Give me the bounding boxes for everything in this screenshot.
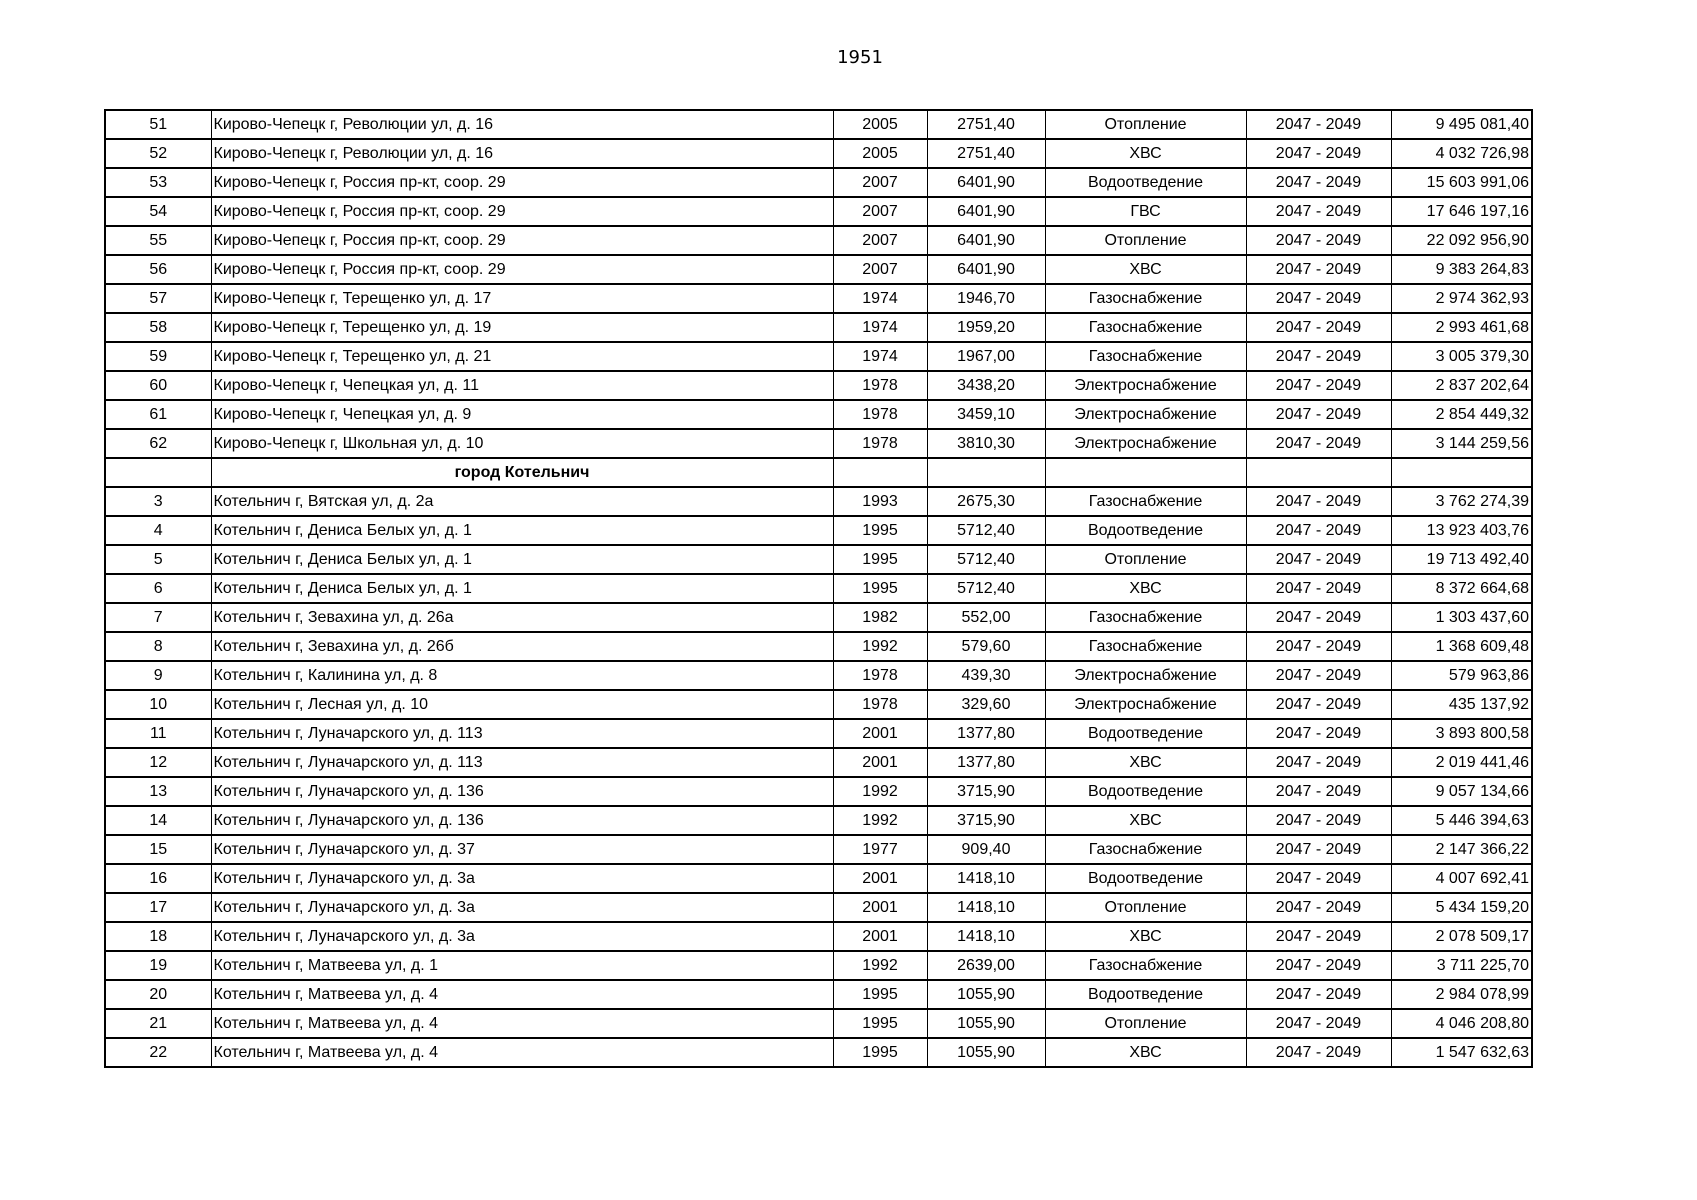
cost-cell: 8 372 664,68 [1391, 574, 1532, 603]
address-cell: Котельнич г, Луначарского ул, д. 113 [211, 719, 833, 748]
year-cell: 2005 [833, 110, 927, 139]
table-row [105, 1038, 1532, 1067]
address-cell: Котельнич г, Вятская ул, д. 2а [211, 487, 833, 516]
period-cell: 2047 - 2049 [1246, 110, 1391, 139]
area-cell: 1055,90 [927, 1009, 1045, 1038]
area-cell: 3715,90 [927, 777, 1045, 806]
row-number-cell: 53 [105, 168, 211, 197]
service-cell: ХВС [1045, 922, 1246, 951]
service-cell: Водоотведение [1045, 980, 1246, 1009]
empty-cell [927, 458, 1045, 487]
year-cell: 1995 [833, 574, 927, 603]
year-cell: 1993 [833, 487, 927, 516]
period-cell: 2047 - 2049 [1246, 400, 1391, 429]
address-cell: Кирово-Чепецк г, Революции ул, д. 16 [211, 139, 833, 168]
address-cell: Котельнич г, Матвеева ул, д. 4 [211, 1038, 833, 1067]
service-cell: Водоотведение [1045, 864, 1246, 893]
service-cell: ХВС [1045, 574, 1246, 603]
table-row [105, 371, 1532, 400]
year-cell: 2001 [833, 719, 927, 748]
year-cell: 1978 [833, 400, 927, 429]
service-cell: Газоснабжение [1045, 835, 1246, 864]
year-cell: 1995 [833, 1009, 927, 1038]
row-number-cell: 62 [105, 429, 211, 458]
area-cell: 579,60 [927, 632, 1045, 661]
table-row [105, 487, 1532, 516]
period-cell: 2047 - 2049 [1246, 719, 1391, 748]
address-cell: Котельнич г, Лесная ул, д. 10 [211, 690, 833, 719]
row-number-cell: 18 [105, 922, 211, 951]
service-cell: Водоотведение [1045, 516, 1246, 545]
address-cell: Котельнич г, Калинина ул, д. 8 [211, 661, 833, 690]
row-number-cell: 55 [105, 226, 211, 255]
row-number-cell: 15 [105, 835, 211, 864]
row-number-cell: 58 [105, 313, 211, 342]
address-cell: Котельнич г, Луначарского ул, д. 136 [211, 806, 833, 835]
area-cell: 1959,20 [927, 313, 1045, 342]
table-row [105, 226, 1532, 255]
table-row [105, 603, 1532, 632]
table-row [105, 980, 1532, 1009]
table-row [105, 893, 1532, 922]
table-row [105, 574, 1532, 603]
row-number-cell: 51 [105, 110, 211, 139]
service-cell: Электроснабжение [1045, 400, 1246, 429]
service-cell: Электроснабжение [1045, 661, 1246, 690]
service-cell: Электроснабжение [1045, 429, 1246, 458]
period-cell: 2047 - 2049 [1246, 748, 1391, 777]
address-cell: Кирово-Чепецк г, Россия пр-кт, соор. 29 [211, 255, 833, 284]
empty-cell [105, 458, 211, 487]
service-cell: ХВС [1045, 139, 1246, 168]
service-cell: Газоснабжение [1045, 284, 1246, 313]
period-cell: 2047 - 2049 [1246, 922, 1391, 951]
cost-cell: 2 974 362,93 [1391, 284, 1532, 313]
row-number-cell: 16 [105, 864, 211, 893]
table-row [105, 951, 1532, 980]
cost-cell: 2 078 509,17 [1391, 922, 1532, 951]
cost-cell: 2 984 078,99 [1391, 980, 1532, 1009]
address-cell: Котельнич г, Дениса Белых ул, д. 1 [211, 574, 833, 603]
cost-cell: 2 993 461,68 [1391, 313, 1532, 342]
area-cell: 552,00 [927, 603, 1045, 632]
area-cell: 6401,90 [927, 197, 1045, 226]
period-cell: 2047 - 2049 [1246, 284, 1391, 313]
period-cell: 2047 - 2049 [1246, 574, 1391, 603]
empty-cell [1045, 458, 1246, 487]
address-cell: Кирово-Чепецк г, Революции ул, д. 16 [211, 110, 833, 139]
cost-cell: 2 147 366,22 [1391, 835, 1532, 864]
year-cell: 1982 [833, 603, 927, 632]
row-number-cell: 22 [105, 1038, 211, 1067]
period-cell: 2047 - 2049 [1246, 951, 1391, 980]
address-cell: Кирово-Чепецк г, Чепецкая ул, д. 9 [211, 400, 833, 429]
service-cell: Отопление [1045, 1009, 1246, 1038]
service-cell: ХВС [1045, 255, 1246, 284]
register-table [104, 109, 1533, 1068]
period-cell: 2047 - 2049 [1246, 429, 1391, 458]
table-row [105, 429, 1532, 458]
address-cell: Котельнич г, Матвеева ул, д. 4 [211, 1009, 833, 1038]
table-row [105, 110, 1532, 139]
service-cell: ХВС [1045, 1038, 1246, 1067]
period-cell: 2047 - 2049 [1246, 1038, 1391, 1067]
table-row [105, 632, 1532, 661]
row-number-cell: 7 [105, 603, 211, 632]
service-cell: Водоотведение [1045, 719, 1246, 748]
area-cell: 329,60 [927, 690, 1045, 719]
year-cell: 1978 [833, 661, 927, 690]
row-number-cell: 10 [105, 690, 211, 719]
row-number-cell: 13 [105, 777, 211, 806]
cost-cell: 15 603 991,06 [1391, 168, 1532, 197]
area-cell: 1967,00 [927, 342, 1045, 371]
cost-cell: 3 762 274,39 [1391, 487, 1532, 516]
cost-cell: 9 057 134,66 [1391, 777, 1532, 806]
cost-cell: 22 092 956,90 [1391, 226, 1532, 255]
period-cell: 2047 - 2049 [1246, 690, 1391, 719]
row-number-cell: 60 [105, 371, 211, 400]
table-row [105, 806, 1532, 835]
area-cell: 2675,30 [927, 487, 1045, 516]
period-cell: 2047 - 2049 [1246, 835, 1391, 864]
area-cell: 3438,20 [927, 371, 1045, 400]
table-row [105, 922, 1532, 951]
period-cell: 2047 - 2049 [1246, 197, 1391, 226]
cost-cell: 2 837 202,64 [1391, 371, 1532, 400]
area-cell: 5712,40 [927, 574, 1045, 603]
cost-cell: 9 495 081,40 [1391, 110, 1532, 139]
period-cell: 2047 - 2049 [1246, 487, 1391, 516]
table-row [105, 168, 1532, 197]
service-cell: Электроснабжение [1045, 371, 1246, 400]
area-cell: 1377,80 [927, 748, 1045, 777]
cost-cell: 1 368 609,48 [1391, 632, 1532, 661]
section-row [105, 458, 1532, 487]
cost-cell: 4 032 726,98 [1391, 139, 1532, 168]
cost-cell: 3 005 379,30 [1391, 342, 1532, 371]
area-cell: 6401,90 [927, 255, 1045, 284]
table-row [105, 864, 1532, 893]
cost-cell: 5 446 394,63 [1391, 806, 1532, 835]
address-cell: Кирово-Чепецк г, Россия пр-кт, соор. 29 [211, 197, 833, 226]
table-row [105, 835, 1532, 864]
address-cell: Кирово-Чепецк г, Терещенко ул, д. 21 [211, 342, 833, 371]
year-cell: 1995 [833, 1038, 927, 1067]
service-cell: Газоснабжение [1045, 632, 1246, 661]
cost-cell: 3 711 225,70 [1391, 951, 1532, 980]
cost-cell: 4 007 692,41 [1391, 864, 1532, 893]
cost-cell: 3 893 800,58 [1391, 719, 1532, 748]
service-cell: ХВС [1045, 806, 1246, 835]
area-cell: 2751,40 [927, 139, 1045, 168]
year-cell: 2007 [833, 197, 927, 226]
row-number-cell: 3 [105, 487, 211, 516]
year-cell: 1974 [833, 284, 927, 313]
register-body [105, 110, 1532, 1067]
cost-cell: 4 046 208,80 [1391, 1009, 1532, 1038]
table-row [105, 1009, 1532, 1038]
address-cell: Котельнич г, Матвеева ул, д. 4 [211, 980, 833, 1009]
year-cell: 2001 [833, 864, 927, 893]
area-cell: 1055,90 [927, 1038, 1045, 1067]
year-cell: 1977 [833, 835, 927, 864]
cost-cell: 435 137,92 [1391, 690, 1532, 719]
cost-cell: 3 144 259,56 [1391, 429, 1532, 458]
table-row [105, 139, 1532, 168]
row-number-cell: 4 [105, 516, 211, 545]
service-cell: Газоснабжение [1045, 603, 1246, 632]
row-number-cell: 6 [105, 574, 211, 603]
service-cell: Отопление [1045, 110, 1246, 139]
table-row [105, 284, 1532, 313]
area-cell: 2639,00 [927, 951, 1045, 980]
period-cell: 2047 - 2049 [1246, 371, 1391, 400]
empty-cell [1246, 458, 1391, 487]
period-cell: 2047 - 2049 [1246, 661, 1391, 690]
empty-cell [833, 458, 927, 487]
cost-cell: 2 019 441,46 [1391, 748, 1532, 777]
row-number-cell: 8 [105, 632, 211, 661]
address-cell: Кирово-Чепецк г, Россия пр-кт, соор. 29 [211, 226, 833, 255]
address-cell: Кирово-Чепецк г, Россия пр-кт, соор. 29 [211, 168, 833, 197]
year-cell: 2007 [833, 226, 927, 255]
service-cell: Водоотведение [1045, 168, 1246, 197]
section-title: город Котельнич [211, 458, 833, 487]
row-number-cell: 11 [105, 719, 211, 748]
table-row [105, 313, 1532, 342]
period-cell: 2047 - 2049 [1246, 777, 1391, 806]
period-cell: 2047 - 2049 [1246, 1009, 1391, 1038]
table-row [105, 400, 1532, 429]
address-cell: Котельнич г, Луначарского ул, д. 113 [211, 748, 833, 777]
service-cell: Газоснабжение [1045, 951, 1246, 980]
address-cell: Котельнич г, Луначарского ул, д. 37 [211, 835, 833, 864]
period-cell: 2047 - 2049 [1246, 603, 1391, 632]
table-row [105, 545, 1532, 574]
year-cell: 2005 [833, 139, 927, 168]
year-cell: 1995 [833, 516, 927, 545]
table-row [105, 516, 1532, 545]
area-cell: 909,40 [927, 835, 1045, 864]
period-cell: 2047 - 2049 [1246, 806, 1391, 835]
table-row [105, 690, 1532, 719]
year-cell: 2001 [833, 893, 927, 922]
cost-cell: 5 434 159,20 [1391, 893, 1532, 922]
row-number-cell: 5 [105, 545, 211, 574]
row-number-cell: 52 [105, 139, 211, 168]
service-cell: Водоотведение [1045, 777, 1246, 806]
year-cell: 2001 [833, 922, 927, 951]
address-cell: Котельнич г, Дениса Белых ул, д. 1 [211, 516, 833, 545]
address-cell: Котельнич г, Дениса Белых ул, д. 1 [211, 545, 833, 574]
service-cell: Отопление [1045, 893, 1246, 922]
cost-cell: 2 854 449,32 [1391, 400, 1532, 429]
address-cell: Кирово-Чепецк г, Терещенко ул, д. 19 [211, 313, 833, 342]
period-cell: 2047 - 2049 [1246, 864, 1391, 893]
address-cell: Котельнич г, Луначарского ул, д. 136 [211, 777, 833, 806]
area-cell: 1418,10 [927, 922, 1045, 951]
year-cell: 1974 [833, 342, 927, 371]
service-cell: Газоснабжение [1045, 342, 1246, 371]
page-number: 1951 [837, 47, 883, 68]
row-number-cell: 54 [105, 197, 211, 226]
row-number-cell: 9 [105, 661, 211, 690]
year-cell: 1995 [833, 545, 927, 574]
period-cell: 2047 - 2049 [1246, 545, 1391, 574]
service-cell: ГВС [1045, 197, 1246, 226]
period-cell: 2047 - 2049 [1246, 168, 1391, 197]
area-cell: 5712,40 [927, 516, 1045, 545]
table-row [105, 777, 1532, 806]
service-cell: Отопление [1045, 226, 1246, 255]
area-cell: 2751,40 [927, 110, 1045, 139]
address-cell: Котельнич г, Луначарского ул, д. 3а [211, 864, 833, 893]
address-cell: Кирово-Чепецк г, Терещенко ул, д. 17 [211, 284, 833, 313]
table-row [105, 748, 1532, 777]
year-cell: 2001 [833, 748, 927, 777]
area-cell: 3810,30 [927, 429, 1045, 458]
area-cell: 1055,90 [927, 980, 1045, 1009]
service-cell: Газоснабжение [1045, 487, 1246, 516]
table-row [105, 661, 1532, 690]
row-number-cell: 57 [105, 284, 211, 313]
cost-cell: 17 646 197,16 [1391, 197, 1532, 226]
year-cell: 1978 [833, 429, 927, 458]
row-number-cell: 21 [105, 1009, 211, 1038]
cost-cell: 1 547 632,63 [1391, 1038, 1532, 1067]
table-row [105, 719, 1532, 748]
row-number-cell: 61 [105, 400, 211, 429]
period-cell: 2047 - 2049 [1246, 313, 1391, 342]
year-cell: 1992 [833, 777, 927, 806]
address-cell: Котельнич г, Луначарского ул, д. 3а [211, 922, 833, 951]
area-cell: 6401,90 [927, 168, 1045, 197]
row-number-cell: 19 [105, 951, 211, 980]
year-cell: 1992 [833, 806, 927, 835]
period-cell: 2047 - 2049 [1246, 342, 1391, 371]
empty-cell [1391, 458, 1532, 487]
area-cell: 1418,10 [927, 893, 1045, 922]
area-cell: 3715,90 [927, 806, 1045, 835]
row-number-cell: 56 [105, 255, 211, 284]
service-cell: Газоснабжение [1045, 313, 1246, 342]
year-cell: 2007 [833, 255, 927, 284]
year-cell: 1992 [833, 632, 927, 661]
cost-cell: 13 923 403,76 [1391, 516, 1532, 545]
row-number-cell: 59 [105, 342, 211, 371]
address-cell: Котельнич г, Матвеева ул, д. 1 [211, 951, 833, 980]
service-cell: Электроснабжение [1045, 690, 1246, 719]
year-cell: 1974 [833, 313, 927, 342]
cost-cell: 1 303 437,60 [1391, 603, 1532, 632]
area-cell: 1946,70 [927, 284, 1045, 313]
area-cell: 5712,40 [927, 545, 1045, 574]
period-cell: 2047 - 2049 [1246, 139, 1391, 168]
table-row [105, 342, 1532, 371]
area-cell: 3459,10 [927, 400, 1045, 429]
row-number-cell: 20 [105, 980, 211, 1009]
period-cell: 2047 - 2049 [1246, 893, 1391, 922]
year-cell: 1978 [833, 371, 927, 400]
area-cell: 439,30 [927, 661, 1045, 690]
year-cell: 1978 [833, 690, 927, 719]
period-cell: 2047 - 2049 [1246, 516, 1391, 545]
address-cell: Котельнич г, Зевахина ул, д. 26а [211, 603, 833, 632]
table-row [105, 197, 1532, 226]
year-cell: 2007 [833, 168, 927, 197]
area-cell: 1377,80 [927, 719, 1045, 748]
area-cell: 6401,90 [927, 226, 1045, 255]
year-cell: 1995 [833, 980, 927, 1009]
row-number-cell: 17 [105, 893, 211, 922]
period-cell: 2047 - 2049 [1246, 980, 1391, 1009]
period-cell: 2047 - 2049 [1246, 632, 1391, 661]
year-cell: 1992 [833, 951, 927, 980]
row-number-cell: 14 [105, 806, 211, 835]
cost-cell: 19 713 492,40 [1391, 545, 1532, 574]
cost-cell: 9 383 264,83 [1391, 255, 1532, 284]
address-cell: Кирово-Чепецк г, Чепецкая ул, д. 11 [211, 371, 833, 400]
area-cell: 1418,10 [927, 864, 1045, 893]
service-cell: ХВС [1045, 748, 1246, 777]
address-cell: Котельнич г, Луначарского ул, д. 3а [211, 893, 833, 922]
address-cell: Котельнич г, Зевахина ул, д. 26б [211, 632, 833, 661]
cost-cell: 579 963,86 [1391, 661, 1532, 690]
period-cell: 2047 - 2049 [1246, 255, 1391, 284]
period-cell: 2047 - 2049 [1246, 226, 1391, 255]
row-number-cell: 12 [105, 748, 211, 777]
service-cell: Отопление [1045, 545, 1246, 574]
table-row [105, 255, 1532, 284]
address-cell: Кирово-Чепецк г, Школьная ул, д. 10 [211, 429, 833, 458]
